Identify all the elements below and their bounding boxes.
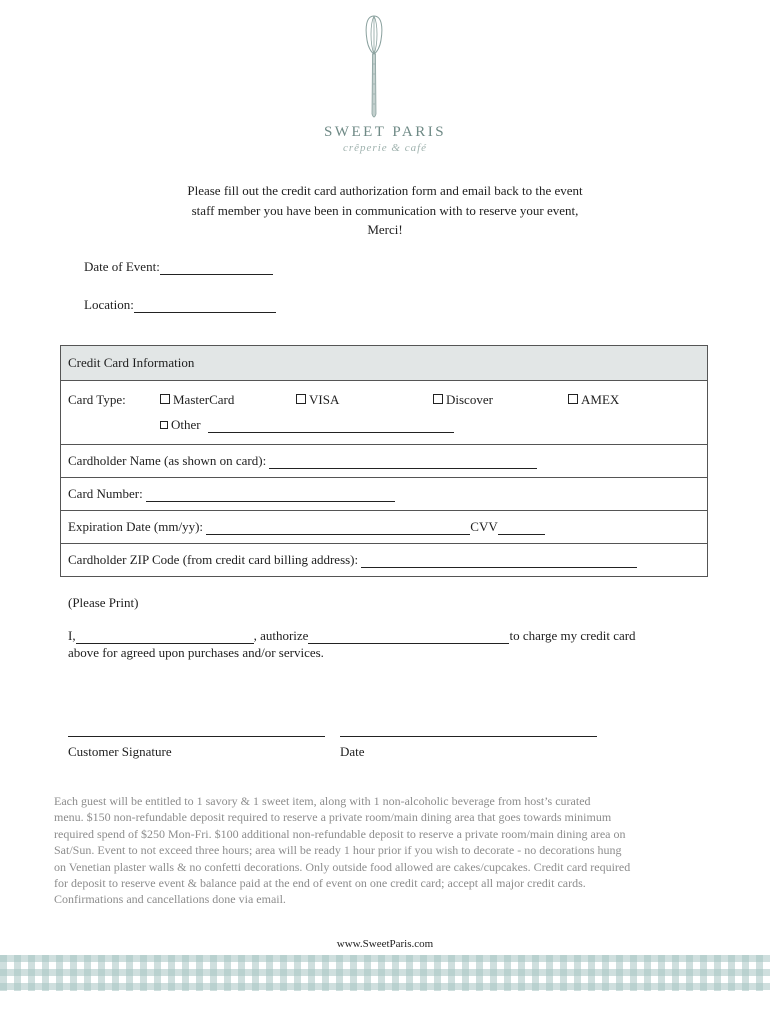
checkbox-icon[interactable] <box>296 394 306 404</box>
intro-text <box>110 181 660 240</box>
checkbox-icon[interactable] <box>568 394 578 404</box>
cardholder-name-field <box>68 453 537 469</box>
option-other[interactable] <box>160 417 454 433</box>
credit-card-header-label: Credit Card Information <box>68 355 195 370</box>
signature-date-label: Date <box>340 744 365 759</box>
row-divider <box>61 477 707 478</box>
authorization-line-2: above for agreed upon purchases and/or services. <box>68 645 324 660</box>
authorization-line <box>68 628 636 644</box>
terms-line: required spend of $250 Mon-Fri. $100 additional non-refundable deposit to reserve a private room/main dining area on <box>54 826 626 841</box>
intro-line: Merci! <box>367 222 403 237</box>
authorized-party-input[interactable] <box>308 630 509 644</box>
authorization-suffix: to charge my credit card <box>509 628 636 643</box>
card-number-label: Card Number: <box>68 486 143 501</box>
option-amex[interactable] <box>568 392 619 408</box>
option-mastercard[interactable] <box>160 392 234 408</box>
website-link[interactable]: www.SweetParis.com <box>336 938 434 950</box>
card-type-label: Card Type: <box>68 392 126 407</box>
checkbox-icon[interactable] <box>433 394 443 404</box>
cvv-input[interactable] <box>498 521 545 535</box>
option-visa-label: VISA <box>309 392 340 407</box>
terms-line: menu. $150 non-refundable deposit required to reserve a private room/main dining area that goes towards minimum <box>54 810 612 825</box>
intro-line: Please fill out the credit card authorization form and email back to the event <box>187 183 583 198</box>
date-of-event-input[interactable] <box>160 261 273 275</box>
card-number-field <box>68 486 395 502</box>
cvv-label: CVV <box>470 519 498 534</box>
option-discover-label: Discover <box>446 392 493 407</box>
terms-line: for deposit to reserve event & balance paid at the end of event on one credit card; accept all major credit cards. <box>54 876 586 891</box>
option-other-label: Other <box>171 417 201 432</box>
option-discover[interactable] <box>433 392 493 408</box>
brand-name: SWEET PARIS <box>323 124 447 140</box>
row-divider <box>61 543 707 544</box>
terms-line: Confirmations and cancellations done via email. <box>54 892 286 907</box>
other-card-input[interactable] <box>208 419 454 433</box>
credit-card-header <box>61 346 707 381</box>
option-visa[interactable] <box>296 392 339 408</box>
zip-label: Cardholder ZIP Code (from credit card billing address): <box>68 552 359 567</box>
whisk-logo-icon <box>362 14 386 122</box>
row-divider <box>61 444 707 445</box>
gingham-border <box>0 955 770 991</box>
terms-fine-print <box>54 793 714 908</box>
date-of-event-label: Date of Event: <box>84 259 160 274</box>
terms-line: Sat/Sun. Event to not exceed three hours; area will be ready 1 hour prior if you wish to decorate - no decorations hung <box>54 843 622 858</box>
zip-field <box>68 552 637 568</box>
location-input[interactable] <box>134 299 276 313</box>
terms-line: Each guest will be entitled to 1 savory & 1 sweet item, along with 1 non-alcoholic beverage from host’s curated <box>54 794 591 808</box>
authorization-middle: , authorize <box>253 628 309 643</box>
checkbox-icon[interactable] <box>160 394 170 404</box>
signature-date-line[interactable] <box>340 736 597 737</box>
option-amex-label: AMEX <box>581 392 620 407</box>
location-label: Location: <box>84 297 134 312</box>
expiration-input[interactable] <box>206 521 470 535</box>
date-of-event-field <box>84 259 273 275</box>
location-field <box>84 297 276 313</box>
checkbox-icon[interactable] <box>160 421 168 429</box>
authorization-prefix: I, <box>68 628 76 643</box>
please-print-note: (Please Print) <box>68 595 139 610</box>
customer-signature-label: Customer Signature <box>68 744 172 759</box>
expiration-label: Expiration Date (mm/yy): <box>68 519 204 534</box>
customer-signature-line[interactable] <box>68 736 325 737</box>
credit-card-table <box>60 345 708 577</box>
zip-input[interactable] <box>361 554 637 568</box>
card-number-input[interactable] <box>146 488 395 502</box>
brand-tagline: crêperie & café <box>342 142 428 154</box>
expiration-field <box>68 519 545 535</box>
intro-line: staff member you have been in communication with to reserve your event, <box>191 202 579 218</box>
option-mastercard-label: MasterCard <box>173 392 235 407</box>
customer-name-input[interactable] <box>76 630 254 644</box>
cardholder-name-label: Cardholder Name (as shown on card): <box>68 453 267 468</box>
cardholder-name-input[interactable] <box>269 455 537 469</box>
terms-line: on Venetian plaster walls & no confetti decorations. Only outside food allowed are cakes/cupcakes. Credit card required <box>54 859 631 874</box>
row-divider <box>61 510 707 511</box>
